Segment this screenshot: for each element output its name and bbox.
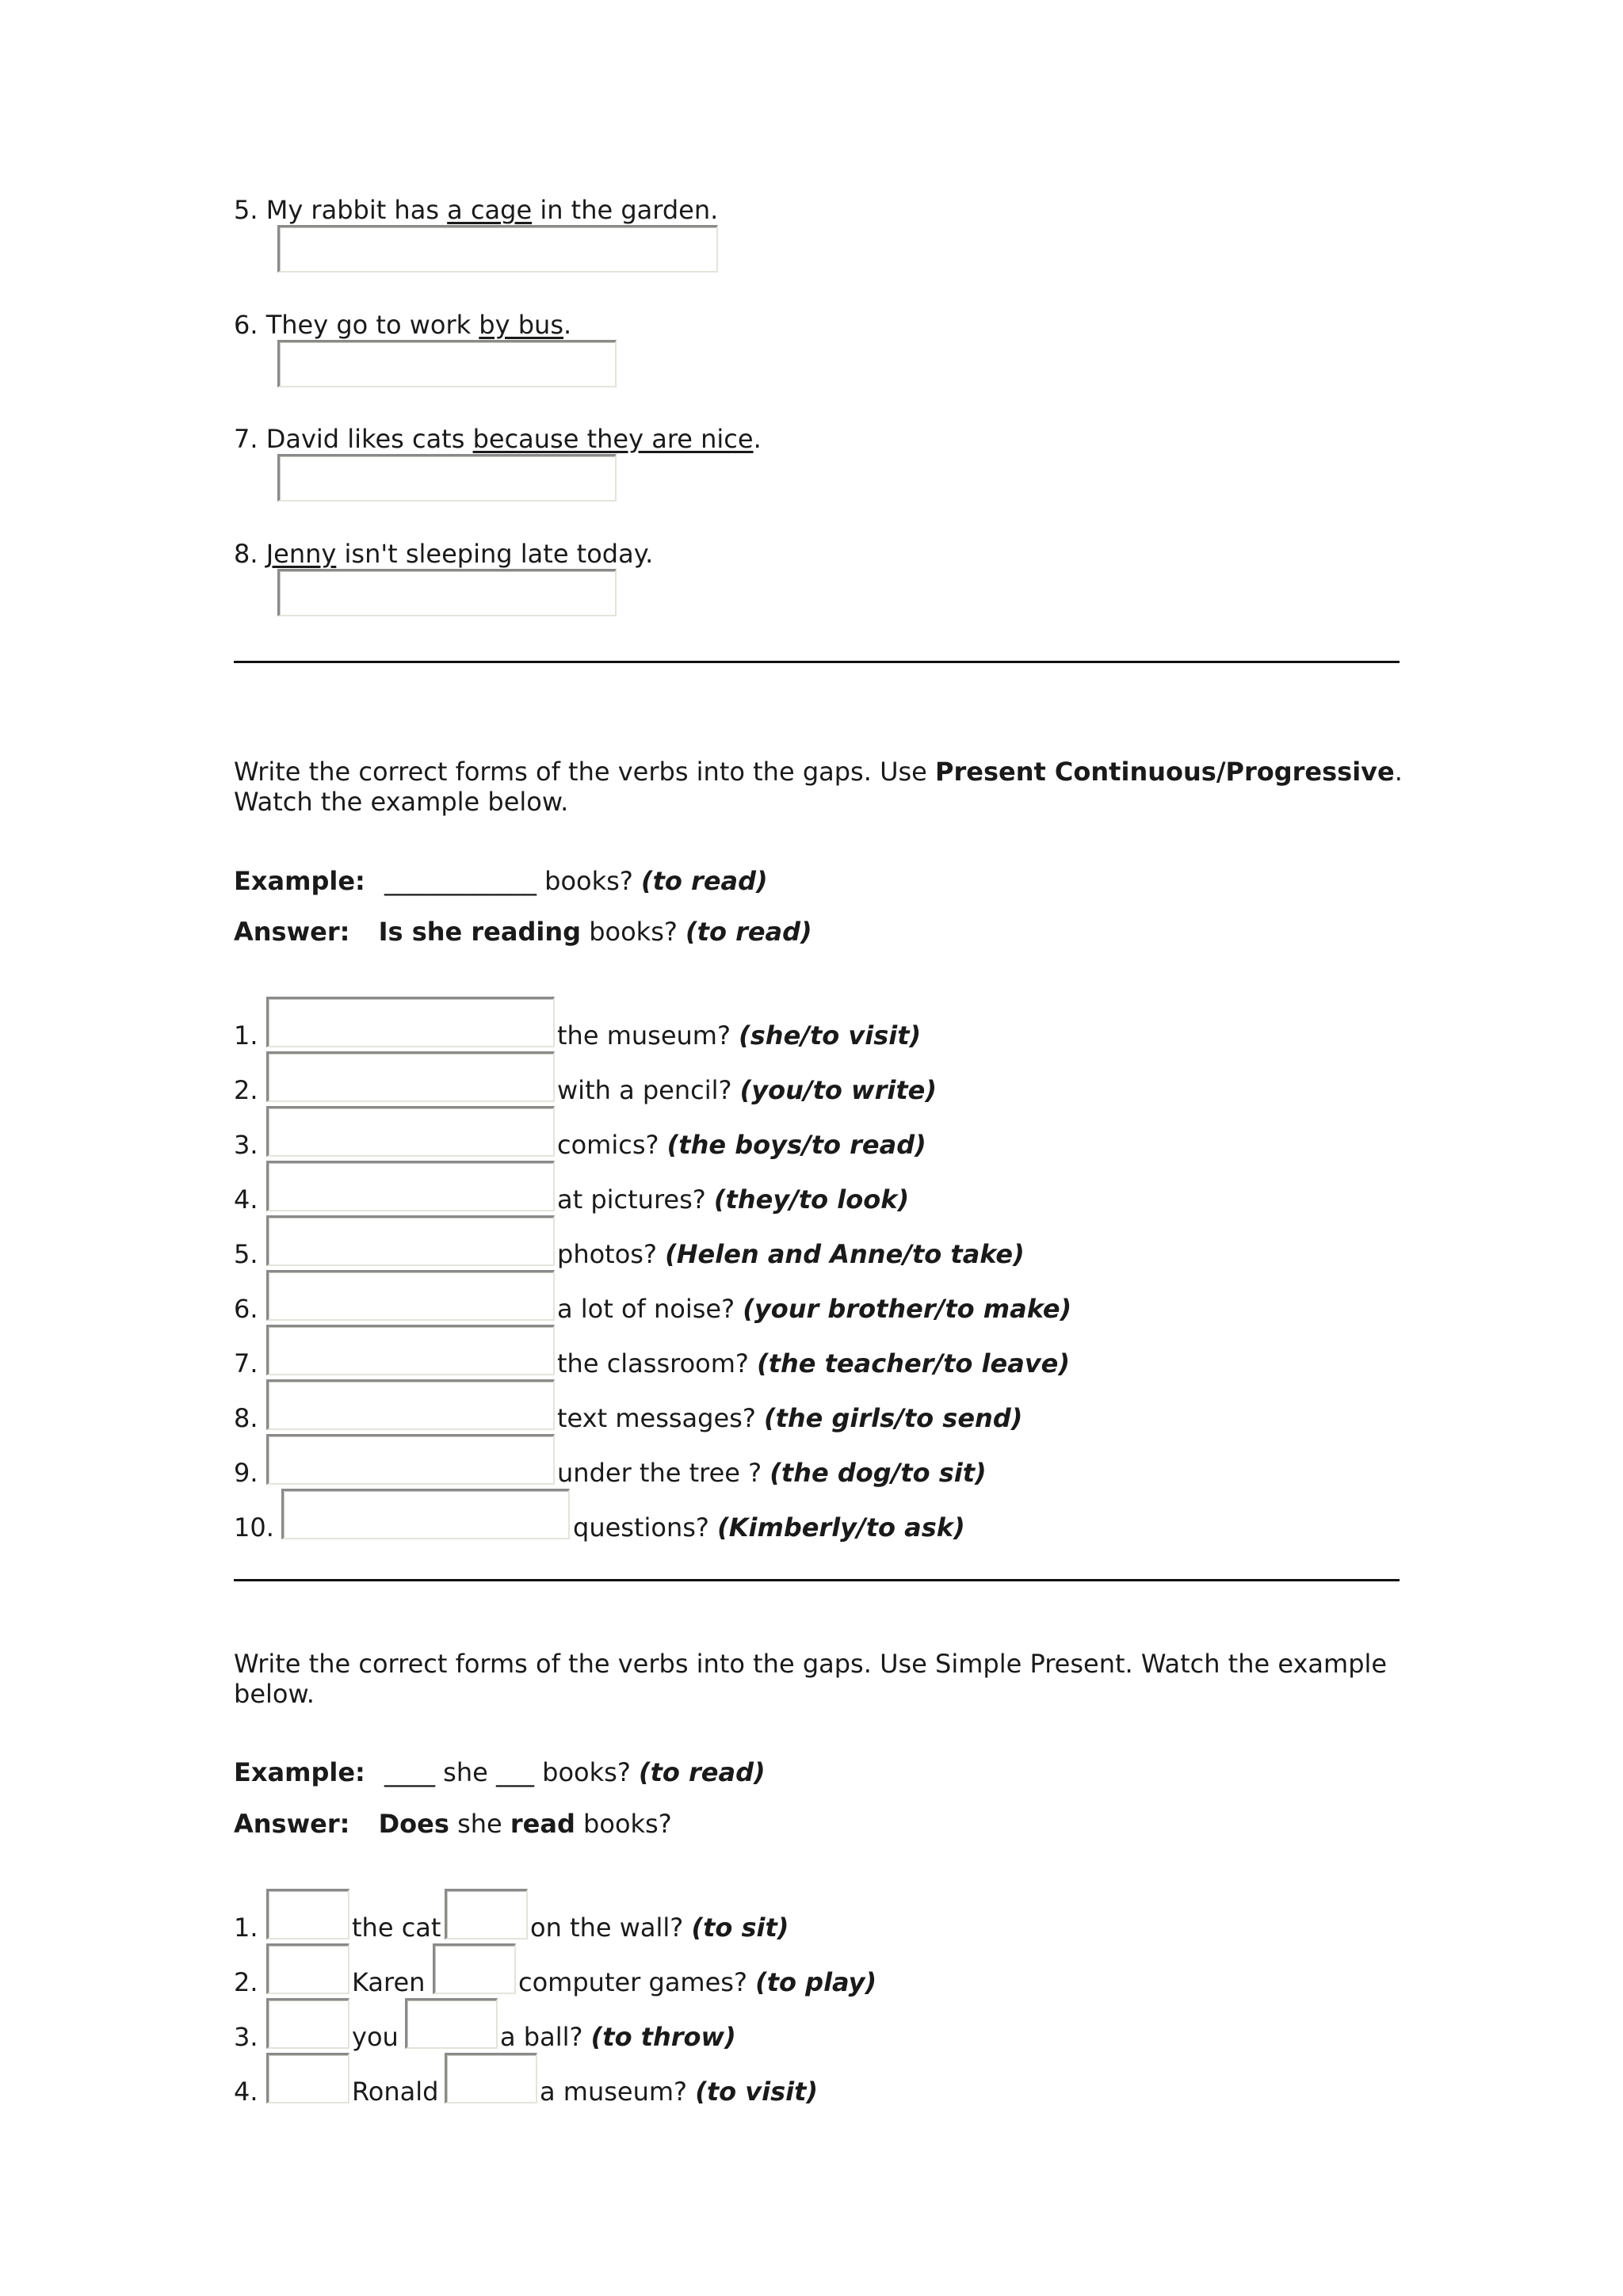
answer-field-7[interactable] xyxy=(277,454,617,502)
gap-field[interactable] xyxy=(266,1434,555,1485)
gap-field[interactable] xyxy=(445,2053,537,2103)
gap-field[interactable] xyxy=(266,1270,555,1321)
question-7: 7. David likes cats because they are nice. xyxy=(234,424,762,454)
gap-field[interactable] xyxy=(266,1051,555,1102)
answer-field-8[interactable] xyxy=(277,569,617,616)
gap-field[interactable] xyxy=(281,1489,570,1539)
gap-field[interactable] xyxy=(266,1215,555,1266)
instructions-b: Write the correct forms of the verbs into the gaps. Use Present Continuous/Progressive. Watch the example below. xyxy=(234,757,1403,817)
gap-field[interactable] xyxy=(433,1943,516,1994)
answer-field-5[interactable] xyxy=(277,225,718,273)
section-divider xyxy=(234,1579,1400,1581)
gap-field[interactable] xyxy=(266,1998,349,2049)
gap-field[interactable] xyxy=(266,997,555,1047)
question-6: 6. They go to work by bus. xyxy=(234,310,572,340)
example-b: Example: ____________ books? (to read) xyxy=(234,866,768,896)
example-c: Example: ____ she ___ books? (to read) xyxy=(234,1757,766,1787)
question-5: 5. My rabbit has a cage in the garden. xyxy=(234,195,719,225)
gap-field[interactable] xyxy=(266,1379,555,1430)
gap-field[interactable] xyxy=(266,2053,349,2103)
answer-field-6[interactable] xyxy=(277,340,617,387)
gap-field[interactable] xyxy=(266,1161,555,1211)
gap-field[interactable] xyxy=(266,1943,349,1994)
instructions-c: Write the correct forms of the verbs into the gaps. Use Simple Present. Watch the example below. xyxy=(234,1649,1388,1709)
gap-field[interactable] xyxy=(266,1889,349,1939)
gap-field[interactable] xyxy=(266,1325,555,1375)
answer-b: Answer: Is she reading books? (to read) xyxy=(234,917,812,947)
question-8: 8. Jenny isn't sleeping late today. xyxy=(234,539,654,569)
answer-c: Answer: Does she read books? xyxy=(234,1809,672,1839)
gap-field[interactable] xyxy=(405,1998,498,2049)
gap-field[interactable] xyxy=(266,1106,555,1157)
section-divider xyxy=(234,661,1400,663)
gap-field[interactable] xyxy=(445,1889,528,1939)
